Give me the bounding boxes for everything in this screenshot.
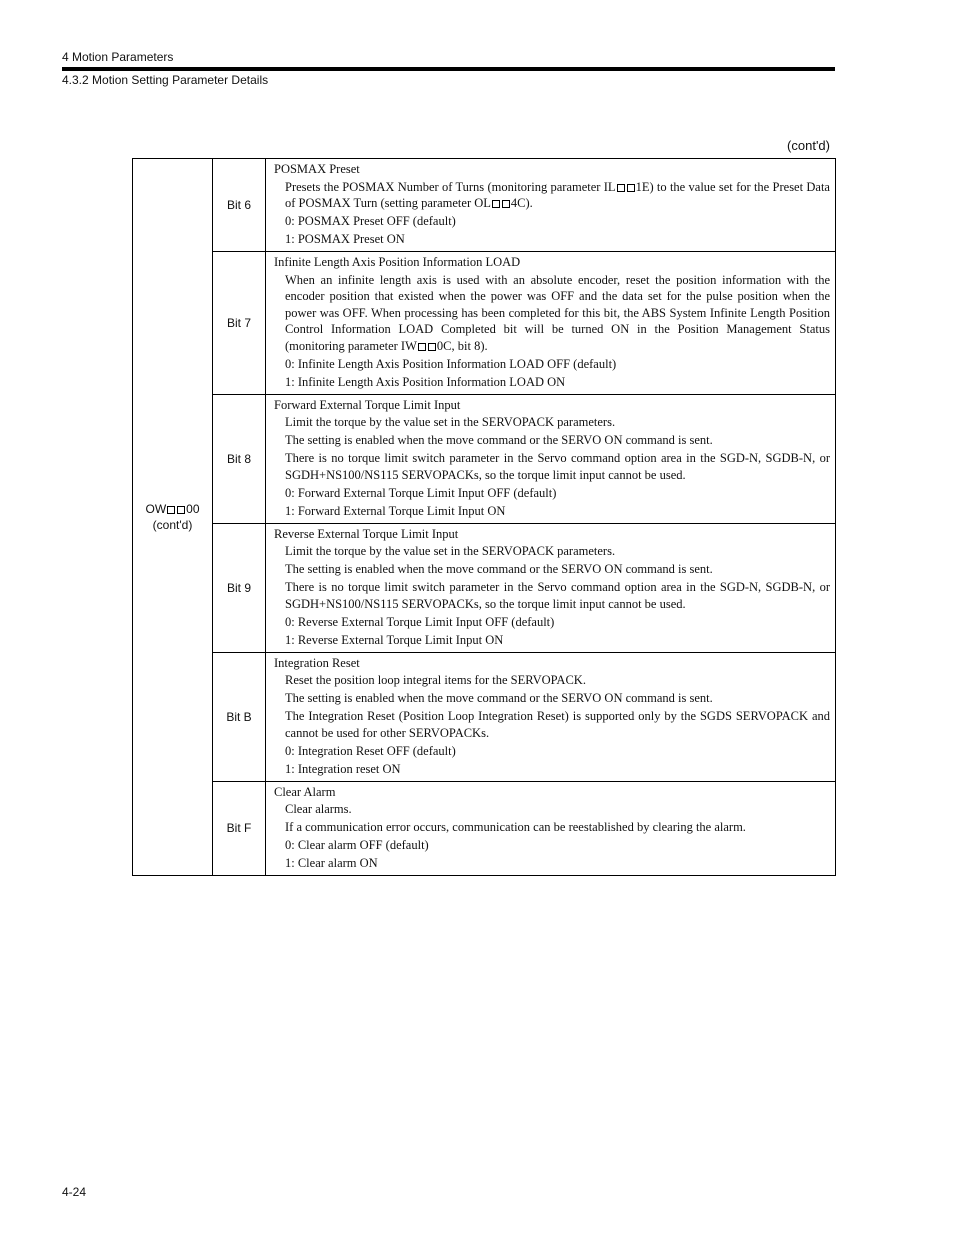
continued-label: (cont'd) [787, 138, 830, 153]
page-number: 4-24 [62, 1185, 87, 1199]
bit-title: Infinite Length Axis Position Information LOAD [274, 255, 521, 269]
bit-label: Bit 7 [213, 252, 266, 395]
placeholder-box-icon [167, 506, 175, 514]
placeholder-box-icon [627, 184, 635, 192]
bit-paragraph: There is no torque limit switch parameter in the Servo command option area in the SGD-N, SGDB-N, or SGDH+NS100/NS115 SERVOPACKs, so the torque limit input cannot be used. [285, 451, 830, 482]
bit-paragraph: If a communication error occurs, communication can be reestablished by clearing the alarm. [285, 820, 746, 834]
placeholder-box-icon [177, 506, 185, 514]
bit-title: Clear Alarm [274, 784, 336, 799]
bit-label: Bit 9 [213, 523, 266, 652]
bit-option-off: 0: Forward External Torque Limit Input OFF (default) [285, 485, 557, 500]
bit-option-on: 1: Clear alarm ON [285, 856, 378, 870]
bit-option-off: 0: Reverse External Torque Limit Input OFF (default) [285, 614, 555, 629]
placeholder-box-icon [418, 343, 426, 351]
section-header: 4.3.2 Motion Setting Parameter Details [62, 73, 269, 87]
parameter-table [132, 158, 836, 876]
bit-paragraph: Clear alarms. [285, 802, 352, 816]
table-row [133, 394, 836, 523]
bit-paragraph: The setting is enabled when the move command or the SERVO ON command is sent. [285, 433, 713, 447]
bit-paragraph: The setting is enabled when the move command or the SERVO ON command is sent. [285, 691, 713, 705]
bit-label: Bit F [213, 781, 266, 876]
placeholder-box-icon [502, 200, 510, 208]
bit-description [266, 652, 836, 781]
bit-option-on: 1: POSMAX Preset ON [285, 232, 405, 246]
bit-title: Integration Reset [274, 655, 360, 670]
bit-description [266, 781, 836, 876]
bit-title: Forward External Torque Limit Input [274, 397, 461, 412]
bit-option-off: 0: POSMAX Preset OFF (default) [285, 214, 456, 228]
bit-option-on: 1: Integration reset ON [285, 761, 401, 776]
bit-option-off: 0: Infinite Length Axis Position Information LOAD OFF (default) [285, 356, 617, 371]
bit-paragraph: Presets the POSMAX Number of Turns (monitoring parameter IL 1E) to the value set for the Preset Data of POSMAX Turn (setting parameter OL 4C). [285, 179, 830, 210]
bit-label: Bit B [213, 652, 266, 781]
bit-paragraph: When an infinite length axis is used with an absolute encoder, reset the position information with the encoder position that existed when the power was OFF and the data set for the pulse position when the power was OFF. When processing has been completed for this bit, the ABS System Infinite Length Position Control Information LOAD Completed bit will be turned ON in the Position Management Status (monitoring parameter IW 0C, bit 8). [285, 272, 830, 353]
bit-option-off: 0: Clear alarm OFF (default) [285, 838, 429, 852]
bit-paragraph: There is no torque limit switch parameter in the Servo command option area in the SGD-N, SGDB-N, or SGDH+NS100/NS115 SERVOPACKs, so the torque limit input cannot be used. [285, 580, 830, 611]
table-row [133, 523, 836, 652]
table-row [133, 252, 836, 395]
register-cell [133, 159, 213, 876]
chapter-header: 4 Motion Parameters [62, 50, 174, 64]
register-contd: (cont'd) [152, 518, 193, 532]
bit-description [266, 252, 836, 395]
bit-option-on: 1: Forward External Torque Limit Input ON [285, 503, 506, 518]
bit-option-on: 1: Infinite Length Axis Position Information LOAD ON [285, 374, 566, 389]
bit-paragraph: The setting is enabled when the move command or the SERVO ON command is sent. [285, 562, 713, 576]
bit-description [266, 159, 836, 252]
header-rule [62, 67, 835, 71]
bit-title: POSMAX Preset [274, 162, 360, 176]
bit-title: Reverse External Torque Limit Input [274, 526, 459, 541]
placeholder-box-icon [492, 200, 500, 208]
placeholder-box-icon [428, 343, 436, 351]
table-row [133, 652, 836, 781]
bit-paragraph: Limit the torque by the value set in the SERVOPACK parameters. [285, 544, 616, 558]
bit-label: Bit 8 [213, 394, 266, 523]
table-row [133, 159, 836, 252]
placeholder-box-icon [617, 184, 625, 192]
register-name: OW 00 [145, 502, 200, 516]
table-row [133, 781, 836, 876]
bit-label: Bit 6 [213, 159, 266, 252]
bit-description [266, 394, 836, 523]
bit-paragraph: Limit the torque by the value set in the SERVOPACK parameters. [285, 415, 616, 429]
bit-option-off: 0: Integration Reset OFF (default) [285, 743, 456, 758]
bit-option-on: 1: Reverse External Torque Limit Input ON [285, 632, 504, 647]
bit-description [266, 523, 836, 652]
bit-paragraph: Reset the position loop integral items for the SERVOPACK. [285, 673, 586, 687]
bit-paragraph: The Integration Reset (Position Loop Integration Reset) is supported only by the SGDS SERVOPACK and cannot be used for other SERVOPACKs. [285, 709, 830, 740]
